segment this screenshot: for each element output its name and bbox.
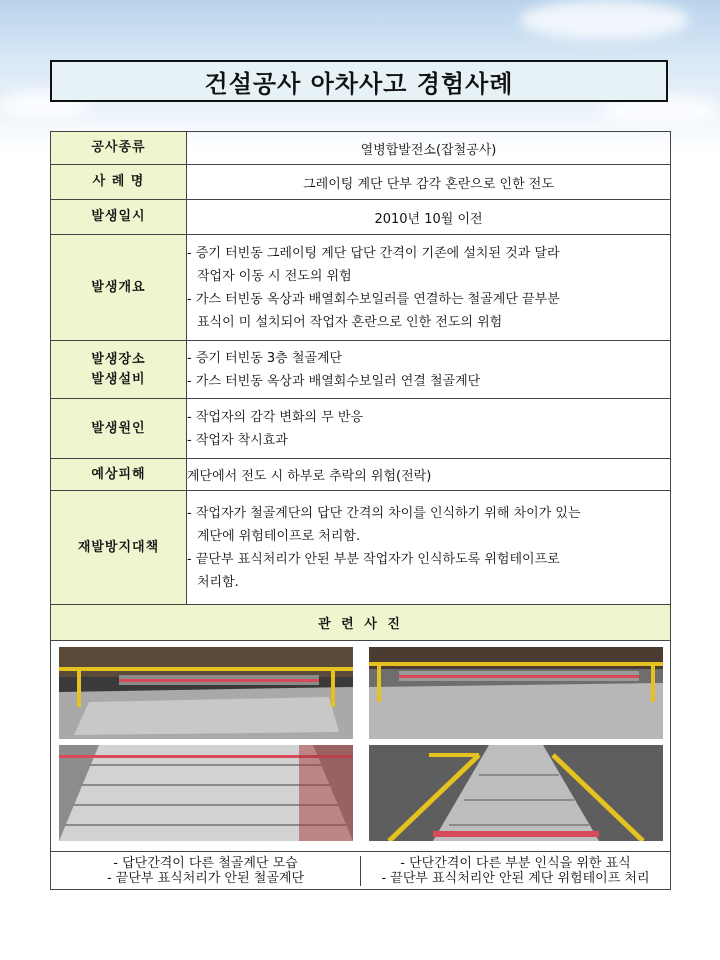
photos-heading: 관 련 사 진 — [51, 605, 671, 641]
text-line: - 작업자가 철골계단의 답단 간격의 차이를 인식하기 위해 차이가 있는 — [187, 505, 581, 521]
caption-line: - 답단간격이 다른 철골계단 모습 — [113, 855, 298, 871]
left-caption — [51, 856, 361, 886]
table-row — [51, 132, 671, 165]
row-label: 재발방지대책 — [51, 491, 187, 605]
text-line: - 증기 터빈동 그레이팅 계단 답단 간격이 기존에 설치된 것과 달라 — [187, 245, 560, 261]
text-line: - 가스 터빈동 옥상과 배열회수보일러 연결 철골계단 — [187, 373, 481, 389]
table-row — [51, 641, 671, 852]
text-line: - 끝단부 표식처리가 안된 부분 작업자가 인식하도록 위험테이프로 — [187, 551, 560, 567]
row-label — [51, 341, 187, 399]
caption-table — [51, 856, 670, 886]
text-line: 처리함. — [197, 574, 239, 590]
text-line: - 작업자 착시효과 — [187, 432, 288, 448]
text-line: 작업자 이동 시 전도의 위험 — [197, 268, 352, 284]
table-row — [51, 852, 671, 890]
page-title: 건설공사 아차사고 경험사례 — [50, 60, 668, 102]
table-row — [51, 341, 671, 399]
row-value: 그레이팅 계단 단부 감각 혼란으로 인한 전도 — [187, 165, 671, 200]
text-line: 표식이 미 설치되어 작업자 혼란으로 인한 전도의 위험 — [197, 314, 503, 330]
row-value — [187, 341, 671, 399]
caption-line: - 끝단부 표식처리가 안된 철골계단 — [106, 870, 305, 886]
table-row — [51, 491, 671, 605]
sky-cloud — [520, 0, 690, 40]
table-row — [51, 165, 671, 200]
row-label-line: 발생장소 — [91, 351, 146, 367]
row-label: 공사종류 — [51, 132, 187, 165]
table-row — [51, 459, 671, 491]
table-row — [51, 605, 671, 641]
text-line: - 증기 터빈동 3층 철골계단 — [187, 350, 343, 366]
row-value — [187, 491, 671, 605]
photo-grid — [51, 641, 670, 851]
row-value: 열병합발전소(잡철공사) — [187, 132, 671, 165]
row-label: 발생개요 — [51, 235, 187, 341]
table-row — [51, 399, 671, 459]
row-label: 예상피해 — [51, 459, 187, 491]
row-label-line: 발생설비 — [91, 371, 146, 387]
text-line: - 작업자의 감각 변화의 무 반응 — [187, 409, 364, 425]
row-label: 발생원인 — [51, 399, 187, 459]
caption-line: - 단단간격이 다른 부분 인식을 위한 표식 — [400, 855, 631, 871]
row-label: 사 례 명 — [51, 165, 187, 200]
row-value: 계단에서 전도 시 하부로 추락의 위험(전락) — [187, 459, 671, 491]
right-caption — [361, 856, 671, 886]
photos-cell — [51, 641, 671, 852]
text-line: 계단에 위험테이프로 처리함. — [197, 528, 361, 544]
caption-line: - 끝단부 표식처리안 안된 계단 위험테이프 처리 — [381, 870, 650, 886]
row-value — [187, 235, 671, 341]
photo-stair-gap-1 — [59, 647, 353, 739]
table-row — [51, 235, 671, 341]
row-label: 발생일시 — [51, 200, 187, 235]
row-value: 2010년 10월 이전 — [187, 200, 671, 235]
photo-stair-end-2 — [369, 745, 663, 841]
text-line: - 가스 터빈동 옥상과 배열회수보일러를 연결하는 철골계단 끝부분 — [187, 291, 560, 307]
photo-stair-end-1 — [59, 745, 353, 841]
photo-stair-gap-2 — [369, 647, 663, 739]
table-row — [51, 200, 671, 235]
row-value — [187, 399, 671, 459]
incident-table — [50, 131, 671, 890]
